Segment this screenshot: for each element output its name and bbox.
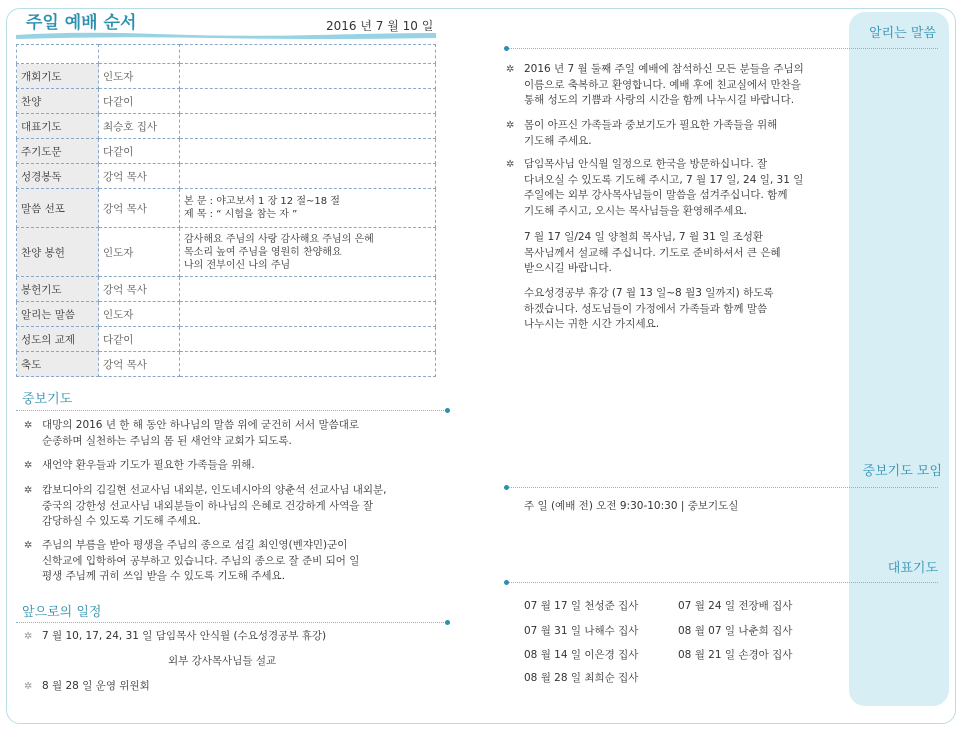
- divider: [506, 582, 938, 583]
- divider: [16, 410, 448, 411]
- divider: [506, 48, 938, 49]
- table-row: [17, 45, 436, 64]
- divider: [16, 622, 448, 623]
- list-item: ✲ 새언약 환우들과 기도가 필요한 가족들을 위해.: [42, 458, 255, 474]
- rep-cell: 07 월 24 일 전장배 집사: [678, 600, 793, 612]
- list-item: ✲ 2016 년 7 월 둘째 주일 예배에 참석하신 모든 분들을 주님의 이름으로 축복하고 환영합니다. 예배 후에 친교실에서 만찬을 통해 성도의 기쁨과 사랑의 시간을 함께 나누시길 바랍니다.: [506, 63, 804, 106]
- date-label: 2016 년 7 월 10 일: [326, 19, 434, 33]
- list-item: ✲ 담임목사님 안식월 일정으로 한국을 방문하십니다. 잘 다녀오실 수 있도록 기도해 주시고, 7 월 17 일, 24 일, 31 일 주일에는 외부 강사목사님들이 말씀을 섬겨주십니다. 함께 기도해 주시고, 오시는 목사님들을 환영해주세요.: [506, 158, 804, 217]
- table-row: 말씀 선포 강억 목사 본 문 : 야고보서 1 장 12 절~18 절 제 목 : “ 시험을 참는 자 ”: [17, 189, 436, 228]
- rep-cell: 08 월 28 일 최희순 집사: [524, 672, 639, 684]
- right-sidebar: [849, 12, 949, 706]
- table-row: 성도의 교제 다같이: [17, 327, 436, 352]
- bullet-icon: ✲: [506, 64, 515, 75]
- bullet-icon: ✲: [506, 120, 515, 131]
- list-item: ✲ 7 월 10, 17, 24, 31 일 담임목사 안식월 (수요성경공부 휴강): [42, 629, 326, 645]
- rep-cell: 08 월 21 일 손경아 집사: [678, 649, 793, 661]
- table-row: 개회기도 인도자: [17, 64, 436, 89]
- meeting-line: 주 일 (예배 전) 오전 9:30-10:30 | 중보기도실: [524, 500, 739, 512]
- list-item: ✲ 대망의 2016 년 한 해 동안 하나님의 말씀 위에 굳건히 서서 말씀대로 순종하며 실천하는 주님의 몸 된 새언약 교회가 되도록.: [24, 419, 360, 447]
- table-row: 알리는 말씀 인도자: [17, 302, 436, 327]
- hymn-line: 감사해요 주님의 사랑 감사해요 주님의 은혜: [184, 233, 374, 245]
- bullet-icon: ✲: [24, 631, 33, 642]
- rep-cell: 08 월 07 일 나춘희 집사: [678, 625, 793, 637]
- rep-heading: 대표기도: [887, 561, 938, 576]
- table-row: 봉헌기도 강억 목사: [17, 277, 436, 302]
- announce-heading: 알리는 말씀: [869, 26, 936, 41]
- bullet-icon: ✲: [24, 460, 33, 471]
- announce-paragraph: 수요성경공부 휴강 (7 월 13 일~8 월3 일까지) 하도록 하겠습니다. 성도님들이 가정에서 가족들과 함께 말씀 나누시는 귀한 시간 가지세요.: [524, 287, 774, 330]
- sermon-title: 제 목 : “ 시험을 참는 자 ”: [184, 209, 298, 220]
- divider: [506, 487, 938, 488]
- bullet-icon: ✲: [24, 540, 33, 551]
- scripture-text: 본 문 : 야고보서 1 장 12 절~18 절: [184, 196, 340, 207]
- bullet-icon: ✲: [24, 485, 33, 496]
- list-item: ✲ 몸이 아프신 가족들과 중보기도가 필요한 가족들을 위해 기도해 주세요.: [506, 119, 778, 147]
- table-row: 찬양 다같이: [17, 89, 436, 114]
- bullet-icon: ✲: [506, 159, 515, 170]
- table-row: 주기도문 다같이: [17, 139, 436, 164]
- bullet-icon: ✲: [24, 681, 33, 692]
- schedule-heading: 앞으로의 일정: [22, 605, 102, 620]
- rep-cell: 08 월 14 일 이은경 집사: [524, 649, 639, 661]
- table-row: 찬양 봉헌 인도자 감사해요 주님의 사랑 감사해요 주님의 은혜 목소리 높여 주님을 영원히 찬양해요 나의 전부이신 나의 주님: [17, 228, 436, 277]
- hymn-line: 나의 전부이신 나의 주님: [184, 259, 291, 271]
- brush-stroke: [16, 30, 436, 40]
- hymn-line: 목소리 높여 주님을 영원히 찬양해요: [184, 246, 342, 258]
- meeting-heading: 중보기도 모임: [862, 464, 942, 479]
- table-row: 대표기도 최승호 집사: [17, 114, 436, 139]
- schedule-subline: 외부 강사목사님들 설교: [168, 655, 277, 667]
- rep-cell: 07 월 17 일 천성준 집사: [524, 600, 639, 612]
- list-item: ✲ 8 월 28 일 운영 위원회: [42, 679, 150, 695]
- list-item: ✲ 캄보디아의 김길현 선교사님 내외분, 인도네시아의 양춘석 선교사님 내외분, 중국의 강한성 선교사님 내외분들이 하나님의 은혜로 건강하게 사역을 잘 감당하실 수 있도록 기도해 주세요.: [24, 484, 387, 527]
- table-row: 성경봉독 강억 목사: [17, 164, 436, 189]
- announce-paragraph: 7 월 17 일/24 일 양철희 목사님, 7 월 31 일 조성환 목사님께서 설교해 주십니다. 기도로 준비하셔서 큰 은혜 받으시길 바랍니다.: [524, 231, 781, 274]
- rep-cell: 07 월 31 일 나해수 집사: [524, 625, 639, 637]
- bullet-icon: ✲: [24, 420, 33, 431]
- table-row: 축도 강억 목사: [17, 352, 436, 377]
- worship-order-table: [16, 44, 436, 377]
- prayer-heading: 중보기도: [22, 392, 73, 407]
- list-item: ✲ 주님의 부름을 받아 평생을 주님의 종으로 섬길 최인영(벤쟈민)군이 신학교에 입학하여 공부하고 있습니다. 주님의 종으로 잘 준비 되어 일 평생 주님께 귀히 쓰임 받을 수 있도록 기도해 주세요.: [24, 539, 360, 582]
- page-title: 주일 예배 순서: [26, 13, 137, 33]
